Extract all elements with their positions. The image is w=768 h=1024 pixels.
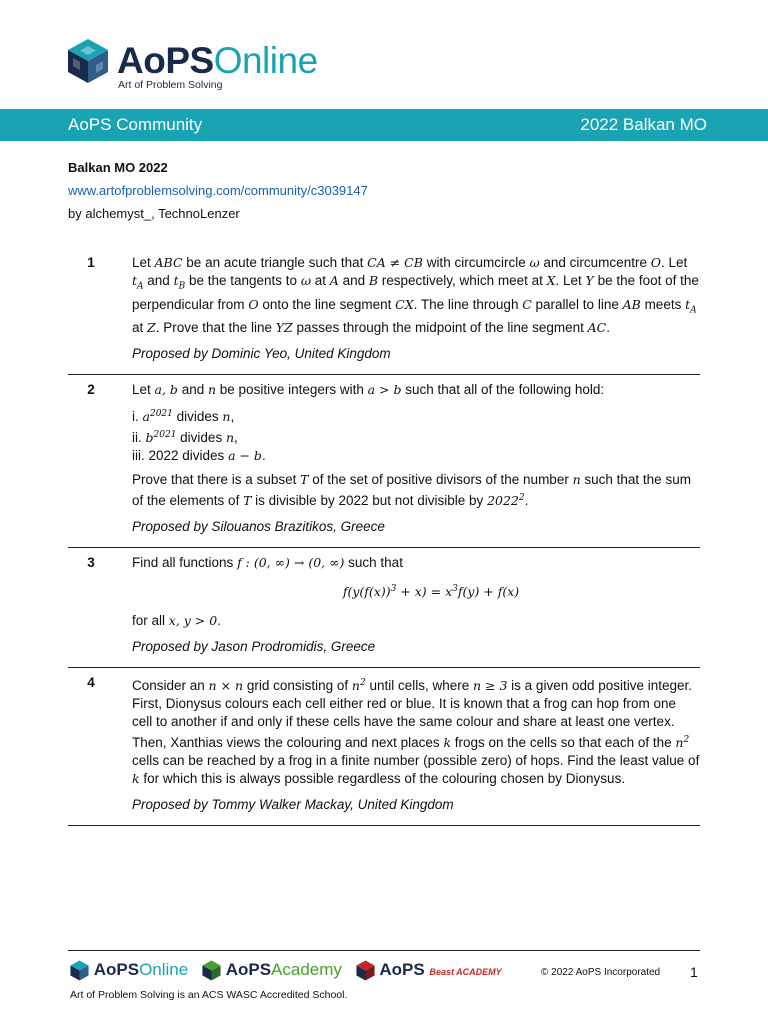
logo-wordmark: AoPSOnline xyxy=(117,40,318,81)
problem-statement: Let ABC be an acute triangle such that CA ≠ CB with circumcircle ω and circumcentre O. Let $t_A$ and $t_B$ be the tangents to ω at A and B respectively, which meet at X. Let Y be the foot of the perpendicular from O onto the line segment CX. The line through C parallel to line AB meets $t_A$ at Z. Prove that the line YZ passes through the midpoint of the line segment AC. Proposed by Dominic Yeo, United Kingdom xyxy=(132,255,699,361)
contest-header xyxy=(68,156,368,225)
footer-aops-online-logo: AoPSOnline xyxy=(70,960,188,981)
banner-community-label: AoPS Community xyxy=(68,115,203,134)
problem-proposer: Proposed by Jason Prodromidis, Greece xyxy=(132,638,376,654)
banner-contest-label: 2022 Balkan MO xyxy=(580,115,707,134)
problem-3 xyxy=(68,548,700,667)
footer-logos xyxy=(70,960,511,984)
problem-statement: Consider an n × n grid consisting of $n^2$ until cells, where n ≥ 3 is a given odd positive integer. First, Dionysus colours each cell either red or blue. It is known that a frog can hop from one cell to another if and only if these cells have the same colour and share at least one vertex. Then, Xanthias views the colouring and next places k frogs on the cells so that each of the $n^2$ cells can be reached by a frog in a finite number (possible zero) of hops. Find the least value of k for which this is always possible regardless of the colouring chosen by Dionysus. Proposed by Tommy Walker Mackay, United Kingdom xyxy=(132,677,700,812)
problem-proposer: Proposed by Silouanos Brazitikos, Greece xyxy=(132,519,385,535)
footer-beast-academy-logo: AoPS Beast ACADEMY xyxy=(356,960,502,981)
contest-title: Balkan MO 2022 xyxy=(68,160,168,175)
footer-divider xyxy=(68,950,700,951)
problem-proposer: Proposed by Tommy Walker Mackay, United Kingdom xyxy=(132,796,454,812)
community-banner xyxy=(0,109,768,141)
problem-2 xyxy=(68,375,700,548)
contest-authors: by alchemyst_, TechnoLenzer xyxy=(68,206,240,221)
problem-1 xyxy=(68,248,700,375)
aops-cube-icon xyxy=(67,38,109,84)
problem-number: 3 xyxy=(87,555,95,571)
problem-statement: Find all functions f : (0, ∞) → (0, ∞) such that $f(y(f(x))^3 + x) = x^3f(y) + f(x)$ for all x, y > 0. Proposed by Jason Prodromidis, Greece xyxy=(132,554,700,655)
copyright-notice: © 2022 AoPS Incorporated xyxy=(541,967,661,978)
beast-cube-icon xyxy=(356,960,375,981)
functional-equation: $f(y(f(x))^3 + x) = x^3f(y) + f(x)$ xyxy=(342,584,520,600)
academy-cube-icon xyxy=(202,960,221,981)
problem-statement: Let a, b and n be positive integers with a > b such that all of the following hold: i. $a^{2021}$ divides n, ii. $b^{2021}$ divides n, iii. 2022 divides a − b. Prove that there is a subset T of the set of positive divisors of the number n such that the sum of the elements of T is divisible by 2022 but not divisible by 2022$^2$. Proposed by Silouanos Brazitikos, Greece xyxy=(132,381,700,536)
problem-4 xyxy=(68,668,700,826)
problem-number: 1 xyxy=(87,255,95,270)
logo-tagline: Art of Problem Solving xyxy=(118,79,223,91)
aops-online-logo xyxy=(67,38,327,92)
contest-link[interactable]: www.artofproblemsolving.com/community/c3039147 xyxy=(68,183,368,198)
accreditation-note: Art of Problem Solving is an ACS WASC Accredited School. xyxy=(70,989,348,1001)
problem-list xyxy=(68,248,700,826)
aops-cube-icon xyxy=(70,960,89,981)
problem-proposer: Proposed by Dominic Yeo, United Kingdom xyxy=(132,346,391,361)
problem-number: 4 xyxy=(87,674,95,690)
page-number: 1 xyxy=(690,964,698,980)
problem-number: 2 xyxy=(87,382,95,397)
footer-aops-academy-logo: AoPSAcademy xyxy=(202,960,342,981)
